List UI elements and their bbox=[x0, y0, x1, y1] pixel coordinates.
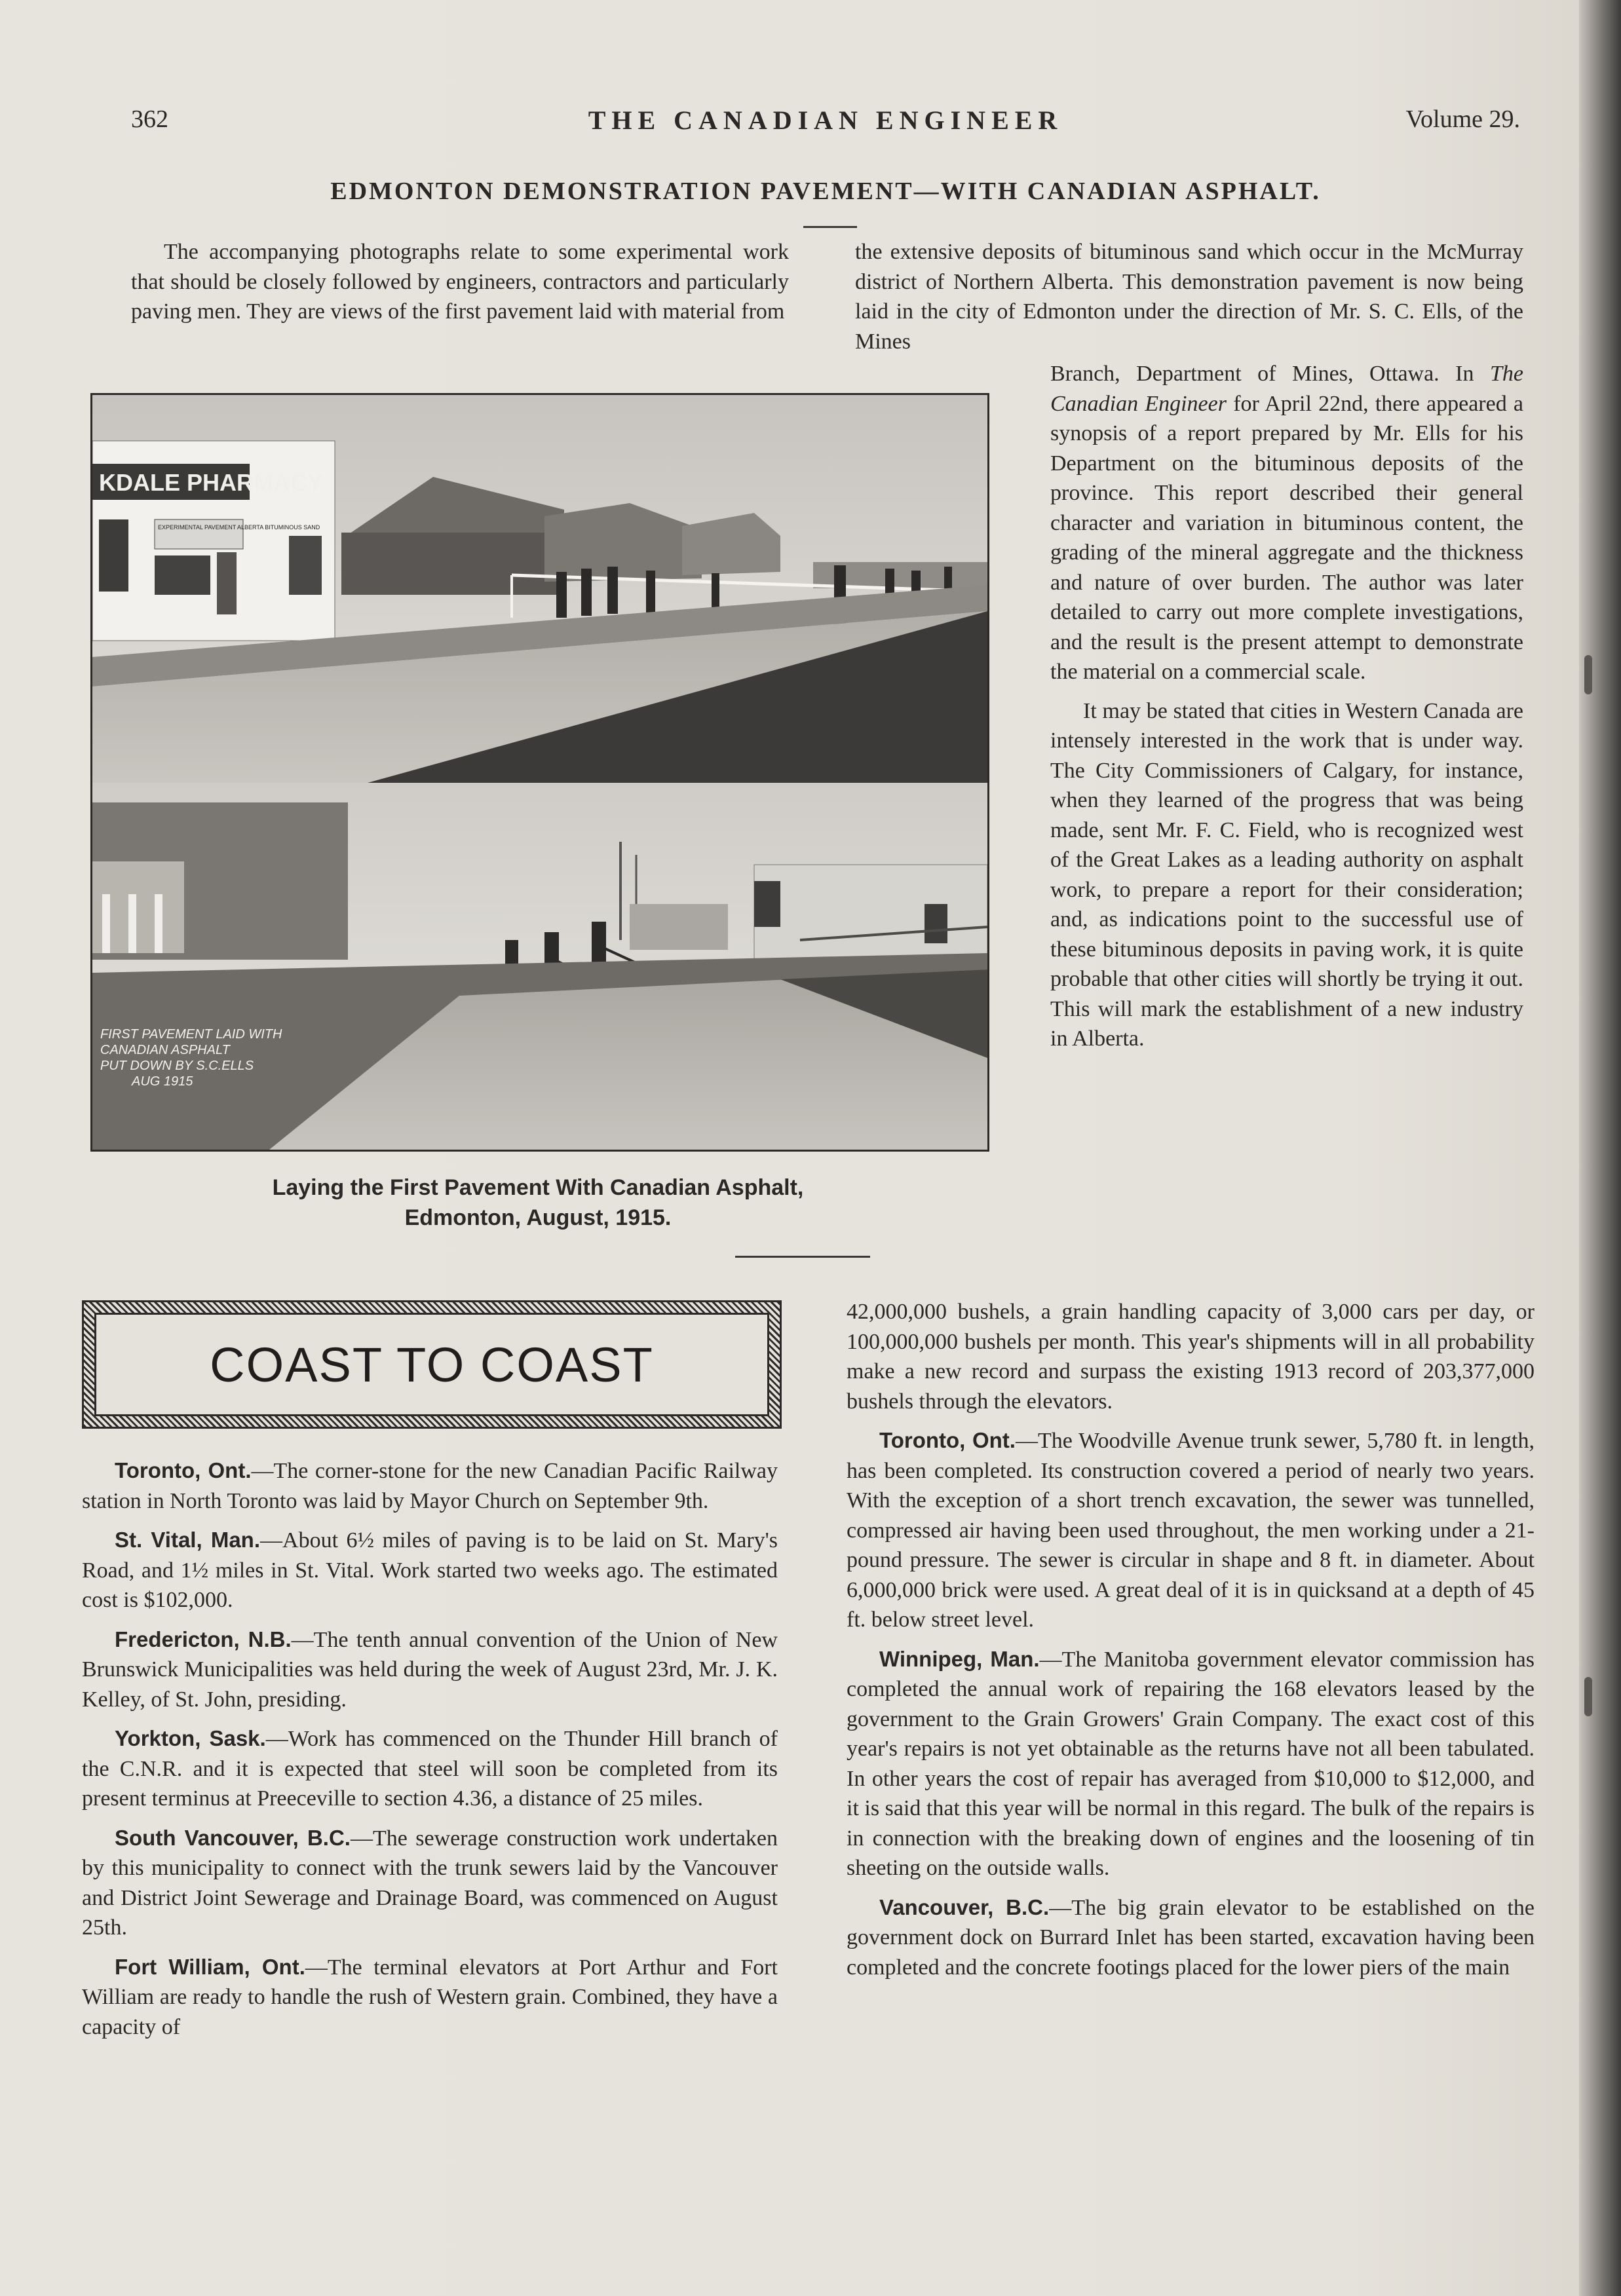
news-item: St. Vital, Man.—About 6½ miles of paving is to be laid on St. Mary's Road, and 1½ miles in St. Vital. Work started two weeks ago. The estimated cost is $102,000. bbox=[82, 1528, 778, 1612]
news-dateline: South Vancouver, B.C. bbox=[115, 1825, 351, 1850]
photo-inscription: CANADIAN ASPHALT bbox=[100, 1043, 230, 1057]
news-dateline: Toronto, Ont. bbox=[879, 1428, 1016, 1452]
news-left-column bbox=[82, 1456, 778, 2042]
article-intro-left bbox=[131, 237, 789, 327]
article-paragraph: The accompanying photographs relate to some experimental work that should be closely followed by engineers, contractors and particularly paving men. They are views of the first pavement laid with material from bbox=[131, 240, 789, 324]
title-rule bbox=[803, 226, 857, 228]
book-gutter bbox=[1579, 0, 1621, 2296]
running-header bbox=[131, 105, 1520, 144]
photo-sign-text: KDALE PHARMACY bbox=[99, 469, 323, 496]
news-item: Toronto, Ont.—The Woodville Avenue trunk sewer, 5,780 ft. in length, has been completed. Its construction covered a period of nearly two years. With the exception of a short trench excavation, the sewer was tunnelled, compressed air having been used throughout, the men working under a 21-pound pressure. The sewer is circular in shape and 8 ft. in diameter. About 6,000,000 brick were used. A great deal of it is in quicksand at a depth of 45 ft. below street level. bbox=[847, 1428, 1535, 1632]
section-banner bbox=[82, 1300, 782, 1429]
news-dateline: Winnipeg, Man. bbox=[879, 1646, 1040, 1671]
photo-bottom-view bbox=[92, 783, 987, 1150]
news-dateline: Toronto, Ont. bbox=[115, 1458, 252, 1482]
news-dateline: Vancouver, B.C. bbox=[879, 1894, 1050, 1919]
news-item: Fort William, Ont.—The terminal elevators at Port Arthur and Fort William are ready to handle the rush of Western grain. Combined, they have a capacity of bbox=[82, 1954, 778, 2039]
photo-notice-text: EXPERIMENTAL PAVEMENT ALBERTA BITUMINOUS SAND bbox=[158, 524, 320, 531]
news-item-cont: 42,000,000 bushels, a grain handling capacity of 3,000 cars per day, or 100,000,000 bushels per month. This year's shipments will in all probability make a new record and surpass the existing 1913 record of 203,377,000 bushels through the elevators. bbox=[847, 1300, 1535, 1414]
journal-reference: The Canadian Engineer bbox=[1050, 362, 1523, 416]
section-divider bbox=[735, 1256, 870, 1258]
article-right-column bbox=[1050, 359, 1523, 1054]
news-item: Yorkton, Sask.—Work has commenced on the Thunder Hill branch of the C.N.R. and it is expected that steel will soon be completed from its present terminus at Preeceville to section 4.36, a distance of 25 miles. bbox=[82, 1726, 778, 1811]
news-item: Fredericton, N.B.—The tenth annual convention of the Union of New Brunswick Municipalities was held during the week of August 23rd, Mr. J. K. Kelley, of St. John, presiding. bbox=[82, 1627, 778, 1712]
news-item: Vancouver, B.C.—The big grain elevator to be established on the government dock on Burrard Inlet has been started, excavation having been completed and the concrete footings placed for the lower piers of the main bbox=[847, 1894, 1535, 1980]
news-dateline: Yorkton, Sask. bbox=[115, 1726, 266, 1750]
news-dateline: Fort William, Ont. bbox=[115, 1954, 305, 1979]
news-dateline: St. Vital, Man. bbox=[115, 1528, 261, 1552]
article-intro-right bbox=[855, 237, 1523, 356]
article-paragraph-cont: the extensive deposits of bituminous sand which occur in the McMurray district of Northern Alberta. This demonstration pavement is now being laid in the city of Edmonton under the direction of Mr. S. C. Ells, of the Mines bbox=[855, 240, 1523, 354]
photo-top-view bbox=[92, 395, 987, 783]
section-banner-title: COAST TO COAST bbox=[210, 1337, 654, 1392]
article-paragraph-cont: Branch, Department of Mines, Ottawa. In The Canadian Engineer for April 22nd, there appeared a synopsis of a report prepared by Mr. Ells for his Department on the bituminous deposits of the province. This report described their general character and variation in bituminous content, the grading of the mineral aggregate and the thickness and nature of over burden. The author was later detailed to carry out more complete investigations, and the result is the present attempt to demonstrate the material on a commercial scale. bbox=[1050, 362, 1524, 684]
photo-inscription: AUG 1915 bbox=[132, 1074, 193, 1089]
page-number: 362 bbox=[131, 105, 168, 133]
article-title: EDMONTON DEMONSTRATION PAVEMENT—WITH CANADIAN ASPHALT. bbox=[330, 178, 1321, 205]
binding-mark bbox=[1584, 655, 1592, 694]
binding-mark bbox=[1584, 1677, 1592, 1716]
journal-title: THE CANADIAN ENGINEER bbox=[588, 105, 1063, 135]
news-dateline: Fredericton, N.B. bbox=[115, 1627, 292, 1651]
photo-inscription: PUT DOWN BY S.C.ELLS bbox=[100, 1059, 254, 1073]
photo-inscription: FIRST PAVEMENT LAID WITH bbox=[100, 1027, 282, 1042]
volume-label: Volume 29. bbox=[1405, 105, 1520, 133]
news-item: Toronto, Ont.—The corner-stone for the new Canadian Pacific Railway station in North Toronto was laid by Mayor Church on September 9th. bbox=[82, 1458, 778, 1513]
news-item: South Vancouver, B.C.—The sewerage construction work undertaken by this municipality to connect with the trunk sewers laid by the Vancouver and District Joint Sewerage and Drainage Board, was commenced on August 25th. bbox=[82, 1825, 778, 1940]
article-paragraph: It may be stated that cities in Western Canada are intensely interested in the work that is under way. The City Commissioners of Calgary, for instance, when they learned of the progress that was being made, sent Mr. F. C. Field, who is recognized west of the Great Lakes as a leading authority on asphalt work, to prepare a report for their consideration; and, as indications point to the successful use of these bituminous deposits in paving work, it is quite probable that other cities will shortly be trying it out. This will mark the establishment of a new industry in Alberta. bbox=[1050, 698, 1523, 1051]
news-item: Winnipeg, Man.—The Manitoba government elevator commission has completed the annual work of repairing the 168 elevators leased by the government to the Grain Growers' Grain Company. The exact cost of this year's repairs is not yet obtainable as the returns have not all been tabulated. In other years the cost of repair has averaged from $10,000 to $12,000, and it is said that this year will be normal in this regard. The bulk of the repairs is in connection with the breaking down of engines and the loosening of tin sheeting on the outside walls. bbox=[847, 1646, 1535, 1880]
photo-caption: Laying the First Pavement With Canadian Asphalt, Edmonton, August, 1915. bbox=[272, 1175, 804, 1230]
news-right-column bbox=[847, 1297, 1535, 1982]
pavement-photograph bbox=[90, 393, 989, 1152]
